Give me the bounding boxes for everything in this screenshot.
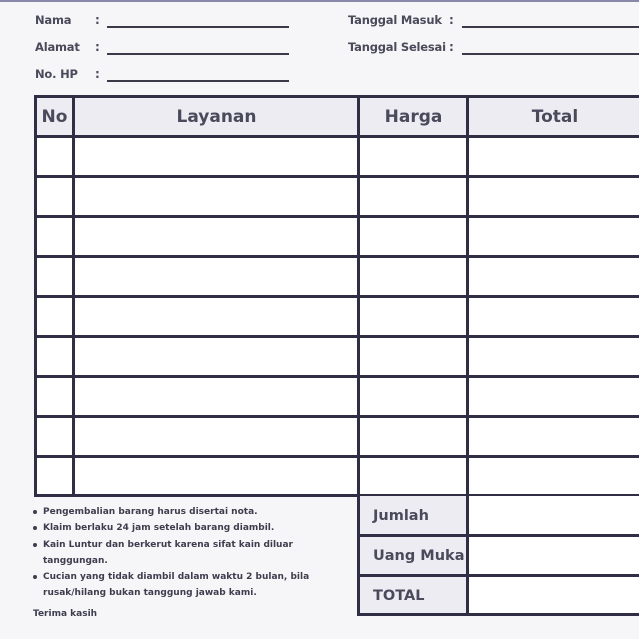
table-row-6-price[interactable] (361, 338, 466, 375)
table-row-2-no[interactable] (37, 178, 72, 215)
note-item: Cucian yang tidak diambil dalam waktu 2 bulan, bila rusak/hilang bukan tanggung jawab kami. (33, 569, 333, 602)
field-colon: : (95, 13, 100, 27)
col-divider-layanan (357, 95, 360, 497)
header-no: No (41, 106, 68, 127)
summary-value-jumlah[interactable] (470, 497, 639, 534)
summary-label-jumlah: Jumlah (373, 508, 429, 524)
summary-value-total[interactable] (470, 577, 639, 613)
row-divider (34, 455, 639, 458)
tanggal-masuk-input-line[interactable] (462, 26, 639, 28)
note-item: Pengembalian barang harus disertai nota. (33, 504, 333, 520)
table-row-5-total[interactable] (470, 298, 639, 335)
table-row-9-price[interactable] (361, 458, 466, 494)
table-row-6-total[interactable] (470, 338, 639, 375)
field-colon: : (449, 40, 454, 54)
table-border-left (34, 95, 37, 497)
col-divider-no (72, 95, 75, 497)
table-row-7-price[interactable] (361, 378, 466, 415)
field-label: Nama (35, 13, 72, 27)
table-row-7-service[interactable] (76, 378, 357, 415)
table-row-5-service[interactable] (76, 298, 357, 335)
summary-border-left (357, 494, 360, 616)
table-row-6-service[interactable] (76, 338, 357, 375)
row-divider (34, 255, 639, 258)
summary-label-uang-muka: Uang Muka (373, 548, 465, 564)
table-row-7-total[interactable] (470, 378, 639, 415)
table-row-4-total[interactable] (470, 258, 639, 295)
field-label: Tanggal Masuk (348, 13, 442, 27)
table-row-3-price[interactable] (361, 218, 466, 255)
table-row-6-no[interactable] (37, 338, 72, 375)
field-colon: : (95, 67, 100, 81)
table-row-7-no[interactable] (37, 378, 72, 415)
table-row-2-service[interactable] (76, 178, 357, 215)
field-label: Alamat (35, 40, 80, 54)
field-colon: : (449, 13, 454, 27)
row-divider (34, 335, 639, 338)
header-total: Total (531, 106, 579, 127)
table-border-top (34, 95, 639, 98)
field-no-hp (35, 65, 100, 81)
tanggal-selesai-input-line[interactable] (462, 53, 639, 55)
table-row-4-no[interactable] (37, 258, 72, 295)
field-label: Tanggal Selesai (348, 40, 446, 54)
row-divider (34, 375, 639, 378)
table-row-1-no[interactable] (37, 138, 72, 175)
table-row-8-service[interactable] (76, 418, 357, 455)
summary-col-divider (466, 494, 469, 616)
table-row-5-no[interactable] (37, 298, 72, 335)
terms-notes-list (33, 504, 333, 602)
nama-input-line[interactable] (107, 26, 289, 28)
table-row-3-service[interactable] (76, 218, 357, 255)
row-divider (34, 415, 639, 418)
field-colon: : (95, 40, 100, 54)
summary-value-uang-muka[interactable] (470, 537, 639, 574)
page-top-edge (0, 0, 639, 2)
field-label: No. HP (35, 67, 78, 81)
summary-divider (357, 534, 639, 537)
closing-text: Terima kasih (33, 609, 98, 619)
summary-label-total: TOTAL (373, 587, 425, 604)
col-divider-harga (466, 95, 469, 497)
field-alamat (35, 38, 100, 54)
table-row-2-price[interactable] (361, 178, 466, 215)
field-tanggal-selesai (348, 38, 454, 54)
row-divider (34, 295, 639, 298)
table-row-3-total[interactable] (470, 218, 639, 255)
field-nama (35, 11, 100, 27)
header-layanan: Layanan (176, 106, 257, 127)
table-header-divider (34, 135, 639, 138)
table-row-8-price[interactable] (361, 418, 466, 455)
table-row-4-price[interactable] (361, 258, 466, 295)
table-row-1-price[interactable] (361, 138, 466, 175)
field-tanggal-masuk (348, 11, 454, 27)
alamat-input-line[interactable] (107, 53, 289, 55)
table-row-1-service[interactable] (76, 138, 357, 175)
note-item: Klaim berlaku 24 jam setelah barang diambil. (33, 520, 333, 536)
table-row-4-service[interactable] (76, 258, 357, 295)
table-row-8-no[interactable] (37, 418, 72, 455)
table-row-1-total[interactable] (470, 138, 639, 175)
no-hp-input-line[interactable] (107, 80, 289, 82)
table-row-8-total[interactable] (470, 418, 639, 455)
row-divider (34, 215, 639, 218)
table-row-9-service[interactable] (76, 458, 357, 494)
note-item: Kain Luntur dan berkerut karena sifat kain diluar tanggungan. (33, 537, 333, 570)
header-harga: Harga (384, 106, 443, 127)
row-divider (34, 175, 639, 178)
table-row-9-total[interactable] (470, 458, 639, 494)
table-row-3-no[interactable] (37, 218, 72, 255)
summary-border-bottom (357, 613, 639, 616)
table-row-5-price[interactable] (361, 298, 466, 335)
table-row-2-total[interactable] (470, 178, 639, 215)
table-row-9-no[interactable] (37, 458, 72, 494)
summary-divider (357, 574, 639, 577)
